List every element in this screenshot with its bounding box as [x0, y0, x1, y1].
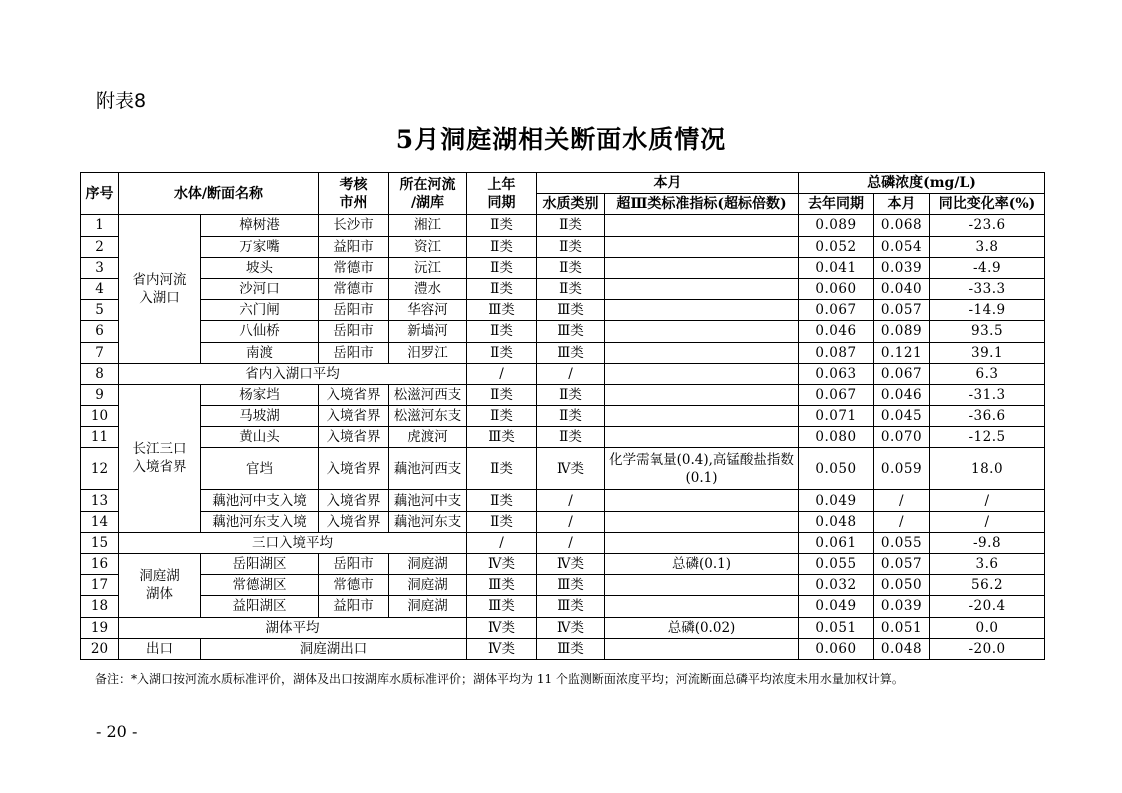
tp-month-cell: 0.068: [874, 215, 930, 236]
header-seq: 序号: [81, 173, 119, 215]
name-cell: 杨家垱: [201, 384, 319, 405]
tp-last-cell: 0.049: [799, 596, 874, 617]
change-cell: -14.9: [930, 300, 1045, 321]
change-cell: 93.5: [930, 321, 1045, 342]
exceed-cell: [605, 321, 799, 342]
seq-cell: 9: [81, 384, 119, 405]
page-number: - 20 -: [96, 722, 138, 741]
class-cell: /: [537, 363, 605, 384]
tp-last-cell: 0.087: [799, 342, 874, 363]
seq-cell: 6: [81, 321, 119, 342]
city-cell: 岳阳市: [319, 342, 389, 363]
name-cell: 官垱: [201, 448, 319, 490]
seq-cell: 11: [81, 427, 119, 448]
table-row: [81, 257, 1045, 278]
class-cell: Ⅱ类: [537, 278, 605, 299]
header-tp-month: 本月: [874, 194, 930, 215]
class-cell: Ⅱ类: [537, 384, 605, 405]
seq-cell: 17: [81, 575, 119, 596]
table-row: [81, 215, 1045, 236]
last-class-cell: Ⅱ类: [467, 257, 537, 278]
average-label: 湖体平均: [119, 617, 467, 638]
tp-last-cell: 0.067: [799, 384, 874, 405]
name-cell: 益阳湖区: [201, 596, 319, 617]
name-cell: 六门闸: [201, 300, 319, 321]
river-cell: 藕池河东支: [389, 511, 467, 532]
last-class-cell: Ⅱ类: [467, 448, 537, 490]
table-row: [81, 638, 1045, 659]
city-cell: 入境省界: [319, 427, 389, 448]
table-row: [81, 617, 1045, 638]
name-cell: 藕池河东支入境: [201, 511, 319, 532]
tp-last-cell: 0.049: [799, 490, 874, 511]
tp-last-cell: 0.046: [799, 321, 874, 342]
class-cell: /: [537, 511, 605, 532]
header-this-month: 本月: [537, 173, 799, 194]
exceed-cell: [605, 638, 799, 659]
header-tp-last: 去年同期: [799, 194, 874, 215]
exceed-cell: 化学需氧量(0.4),高锰酸盐指数(0.1): [605, 448, 799, 490]
tp-month-cell: 0.039: [874, 596, 930, 617]
class-cell: Ⅲ类: [537, 342, 605, 363]
city-cell: 常德市: [319, 575, 389, 596]
header-last-year: 上年 同期: [467, 173, 537, 215]
header-quality-class: 水质类别: [537, 194, 605, 215]
last-class-cell: Ⅳ类: [467, 638, 537, 659]
tp-last-cell: 0.051: [799, 617, 874, 638]
tp-month-cell: 0.067: [874, 363, 930, 384]
last-class-cell: Ⅱ类: [467, 406, 537, 427]
city-cell: 岳阳市: [319, 300, 389, 321]
name-cell: 樟树港: [201, 215, 319, 236]
table-row: [81, 406, 1045, 427]
class-cell: Ⅳ类: [537, 448, 605, 490]
city-cell: 入境省界: [319, 448, 389, 490]
tp-last-cell: 0.061: [799, 532, 874, 553]
table-row: [81, 236, 1045, 257]
change-cell: -31.3: [930, 384, 1045, 405]
exceed-cell: [605, 532, 799, 553]
change-cell: /: [930, 511, 1045, 532]
city-cell: 入境省界: [319, 406, 389, 427]
last-class-cell: /: [467, 532, 537, 553]
river-cell: 资江: [389, 236, 467, 257]
tp-month-cell: 0.089: [874, 321, 930, 342]
table-row: [81, 575, 1045, 596]
change-cell: 3.6: [930, 554, 1045, 575]
tp-last-cell: 0.055: [799, 554, 874, 575]
change-cell: 39.1: [930, 342, 1045, 363]
change-cell: -33.3: [930, 278, 1045, 299]
city-cell: 岳阳市: [319, 321, 389, 342]
tp-last-cell: 0.067: [799, 300, 874, 321]
seq-cell: 15: [81, 532, 119, 553]
class-cell: Ⅲ类: [537, 300, 605, 321]
city-cell: 入境省界: [319, 490, 389, 511]
last-class-cell: Ⅱ类: [467, 236, 537, 257]
tp-last-cell: 0.089: [799, 215, 874, 236]
name-cell: 常德湖区: [201, 575, 319, 596]
class-cell: Ⅲ类: [537, 596, 605, 617]
last-class-cell: Ⅱ类: [467, 490, 537, 511]
city-cell: 岳阳市: [319, 554, 389, 575]
group-label: 省内河流 入湖口: [119, 215, 201, 363]
tp-month-cell: 0.050: [874, 575, 930, 596]
change-cell: -36.6: [930, 406, 1045, 427]
name-cell: 南渡: [201, 342, 319, 363]
exceed-cell: [605, 342, 799, 363]
exceed-cell: [605, 278, 799, 299]
tp-month-cell: 0.070: [874, 427, 930, 448]
annex-label: 附表8: [96, 90, 147, 112]
seq-cell: 19: [81, 617, 119, 638]
seq-cell: 13: [81, 490, 119, 511]
seq-cell: 8: [81, 363, 119, 384]
water-quality-table: [80, 172, 1045, 660]
seq-cell: 1: [81, 215, 119, 236]
tp-last-cell: 0.050: [799, 448, 874, 490]
class-cell: Ⅳ类: [537, 617, 605, 638]
name-cell: 藕池河中支入境: [201, 490, 319, 511]
name-cell: 黄山头: [201, 427, 319, 448]
tp-month-cell: 0.059: [874, 448, 930, 490]
change-cell: 6.3: [930, 363, 1045, 384]
average-label: 省内入湖口平均: [119, 363, 467, 384]
exceed-cell: 总磷(0.1): [605, 554, 799, 575]
river-cell: 藕池河中支: [389, 490, 467, 511]
seq-cell: 16: [81, 554, 119, 575]
seq-cell: 5: [81, 300, 119, 321]
group-label: 洞庭湖 湖体: [119, 554, 201, 618]
table-row: [81, 300, 1045, 321]
exceed-cell: [605, 490, 799, 511]
last-class-cell: Ⅱ类: [467, 215, 537, 236]
last-class-cell: Ⅱ类: [467, 321, 537, 342]
exceed-cell: 总磷(0.02): [605, 617, 799, 638]
name-cell: 马坡湖: [201, 406, 319, 427]
last-class-cell: Ⅳ类: [467, 617, 537, 638]
seq-cell: 14: [81, 511, 119, 532]
class-cell: Ⅲ类: [537, 638, 605, 659]
class-cell: Ⅱ类: [537, 406, 605, 427]
table-row: [81, 363, 1045, 384]
class-cell: Ⅱ类: [537, 427, 605, 448]
river-cell: 洞庭湖: [389, 575, 467, 596]
change-cell: -12.5: [930, 427, 1045, 448]
river-cell: 藕池河西支: [389, 448, 467, 490]
river-cell: 华容河: [389, 300, 467, 321]
class-cell: Ⅱ类: [537, 215, 605, 236]
city-cell: 入境省界: [319, 511, 389, 532]
header-city: 考核 市州: [319, 173, 389, 215]
table-row: [81, 321, 1045, 342]
exceed-cell: [605, 511, 799, 532]
change-cell: 0.0: [930, 617, 1045, 638]
name-cell: 坡头: [201, 257, 319, 278]
city-cell: 入境省界: [319, 384, 389, 405]
last-class-cell: Ⅲ类: [467, 300, 537, 321]
tp-month-cell: 0.048: [874, 638, 930, 659]
last-class-cell: Ⅱ类: [467, 511, 537, 532]
exceed-cell: [605, 575, 799, 596]
seq-cell: 18: [81, 596, 119, 617]
class-cell: Ⅲ类: [537, 321, 605, 342]
city-cell: 益阳市: [319, 596, 389, 617]
table-row: [81, 532, 1045, 553]
exceed-cell: [605, 300, 799, 321]
city-cell: 常德市: [319, 257, 389, 278]
tp-month-cell: 0.121: [874, 342, 930, 363]
table-row: [81, 448, 1045, 490]
seq-cell: 2: [81, 236, 119, 257]
header-name: 水体/断面名称: [119, 173, 319, 215]
exceed-cell: [605, 215, 799, 236]
header-exceed: 超Ⅲ类标准指标(超标倍数): [605, 194, 799, 215]
last-class-cell: Ⅱ类: [467, 384, 537, 405]
class-cell: /: [537, 532, 605, 553]
class-cell: Ⅲ类: [537, 575, 605, 596]
name-cell: 万家嘴: [201, 236, 319, 257]
name-cell: 岳阳湖区: [201, 554, 319, 575]
tp-month-cell: 0.054: [874, 236, 930, 257]
tp-month-cell: 0.051: [874, 617, 930, 638]
tp-month-cell: 0.040: [874, 278, 930, 299]
river-cell: 澧水: [389, 278, 467, 299]
change-cell: 3.8: [930, 236, 1045, 257]
tp-last-cell: 0.080: [799, 427, 874, 448]
change-cell: -4.9: [930, 257, 1045, 278]
class-cell: Ⅱ类: [537, 236, 605, 257]
average-label: 三口入境平均: [119, 532, 467, 553]
river-cell: 松滋河西支: [389, 384, 467, 405]
table-row: [81, 596, 1045, 617]
change-cell: /: [930, 490, 1045, 511]
table-row: [81, 554, 1045, 575]
city-cell: 益阳市: [319, 236, 389, 257]
seq-cell: 4: [81, 278, 119, 299]
river-cell: 洞庭湖: [389, 554, 467, 575]
river-cell: 虎渡河: [389, 427, 467, 448]
tp-month-cell: 0.057: [874, 300, 930, 321]
tp-month-cell: 0.057: [874, 554, 930, 575]
tp-last-cell: 0.063: [799, 363, 874, 384]
group-label: 出口: [119, 638, 201, 659]
table-row: [81, 384, 1045, 405]
tp-month-cell: 0.046: [874, 384, 930, 405]
name-cell: 洞庭湖出口: [201, 638, 467, 659]
river-cell: 松滋河东支: [389, 406, 467, 427]
river-cell: 洞庭湖: [389, 596, 467, 617]
table-row: [81, 342, 1045, 363]
seq-cell: 10: [81, 406, 119, 427]
city-cell: 长沙市: [319, 215, 389, 236]
header-tp-change: 同比变化率(%): [930, 194, 1045, 215]
class-cell: /: [537, 490, 605, 511]
change-cell: 56.2: [930, 575, 1045, 596]
change-cell: -23.6: [930, 215, 1045, 236]
river-cell: 湘江: [389, 215, 467, 236]
exceed-cell: [605, 363, 799, 384]
exceed-cell: [605, 427, 799, 448]
exceed-cell: [605, 406, 799, 427]
city-cell: 常德市: [319, 278, 389, 299]
group-label: 长江三口 入境省界: [119, 384, 201, 532]
header-phosphorus: 总磷浓度(mg/L): [799, 173, 1045, 194]
seq-cell: 12: [81, 448, 119, 490]
exceed-cell: [605, 257, 799, 278]
tp-last-cell: 0.032: [799, 575, 874, 596]
header-river: 所在河流 /湖库: [389, 173, 467, 215]
change-cell: -20.4: [930, 596, 1045, 617]
tp-month-cell: 0.039: [874, 257, 930, 278]
change-cell: -9.8: [930, 532, 1045, 553]
tp-last-cell: 0.052: [799, 236, 874, 257]
exceed-cell: [605, 384, 799, 405]
exceed-cell: [605, 596, 799, 617]
tp-last-cell: 0.060: [799, 638, 874, 659]
river-cell: 汨罗江: [389, 342, 467, 363]
tp-month-cell: /: [874, 511, 930, 532]
table-row: [81, 278, 1045, 299]
tp-last-cell: 0.041: [799, 257, 874, 278]
river-cell: 沅江: [389, 257, 467, 278]
seq-cell: 7: [81, 342, 119, 363]
name-cell: 沙河口: [201, 278, 319, 299]
name-cell: 八仙桥: [201, 321, 319, 342]
last-class-cell: /: [467, 363, 537, 384]
tp-last-cell: 0.071: [799, 406, 874, 427]
table-row: [81, 511, 1045, 532]
last-class-cell: Ⅱ类: [467, 342, 537, 363]
seq-cell: 3: [81, 257, 119, 278]
table-row: [81, 490, 1045, 511]
tp-month-cell: 0.055: [874, 532, 930, 553]
exceed-cell: [605, 236, 799, 257]
change-cell: 18.0: [930, 448, 1045, 490]
class-cell: Ⅳ类: [537, 554, 605, 575]
last-class-cell: Ⅱ类: [467, 278, 537, 299]
last-class-cell: Ⅲ类: [467, 427, 537, 448]
tp-month-cell: 0.045: [874, 406, 930, 427]
seq-cell: 20: [81, 638, 119, 659]
last-class-cell: Ⅲ类: [467, 575, 537, 596]
tp-last-cell: 0.048: [799, 511, 874, 532]
footnote: 备注：*入湖口按河流水质标准评价，湖体及出口按湖库水质标准评价；湖体平均为 11 个监测断面浓度平均；河流断面总磷平均浓度未用水量加权计算。: [95, 672, 904, 686]
last-class-cell: Ⅳ类: [467, 554, 537, 575]
page-title: 5月洞庭湖相关断面水质情况: [395, 125, 727, 154]
tp-last-cell: 0.060: [799, 278, 874, 299]
tp-month-cell: /: [874, 490, 930, 511]
table-row: [81, 427, 1045, 448]
change-cell: -20.0: [930, 638, 1045, 659]
last-class-cell: Ⅲ类: [467, 596, 537, 617]
class-cell: Ⅱ类: [537, 257, 605, 278]
river-cell: 新墙河: [389, 321, 467, 342]
